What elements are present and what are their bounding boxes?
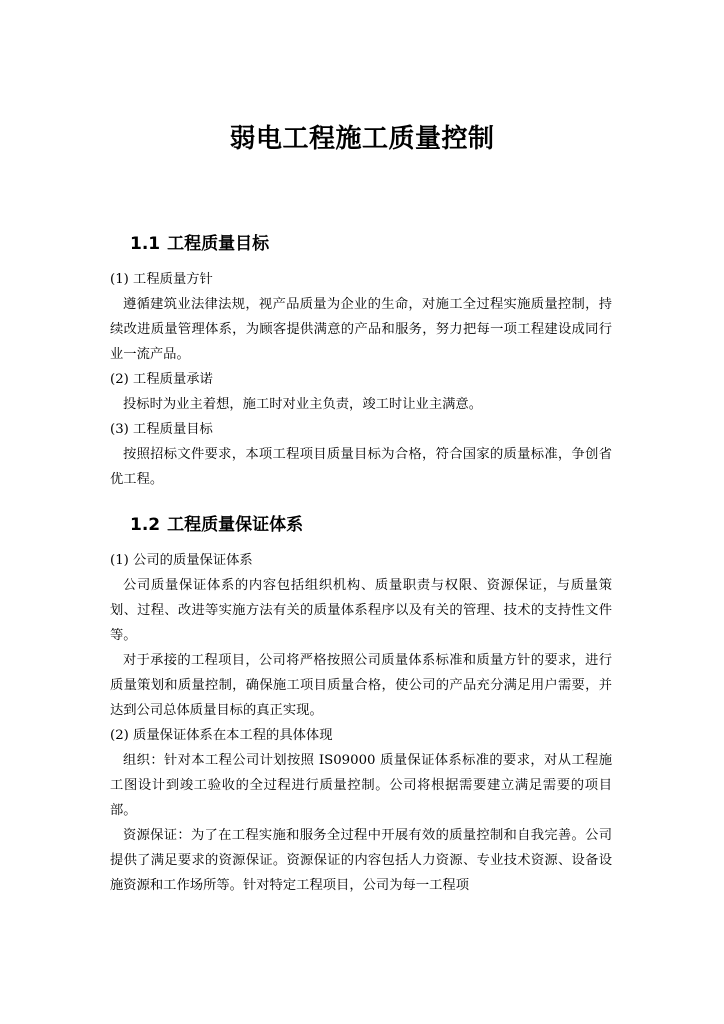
section-heading-1-1 <box>130 229 269 254</box>
document-title: 弱电工程施工质量控制 <box>229 124 495 154</box>
paragraph: 投标时为业主着想，施工时对业主负责，竣工时让业主满意。 <box>123 397 483 412</box>
section-heading-text: 工程质量保证体系 <box>167 515 304 535</box>
section-heading-1-2 <box>130 510 303 535</box>
paragraph: 对于承接的工程项目，公司将严格按照公司质量体系标准和质量方针的要求，进行质量策划和质量控制，确保施工项目质量合格，使公司的产品充分满足用户需要，并达到公司总体质量目标的真正实现。 <box>110 653 612 718</box>
section-1-1-body <box>110 267 612 492</box>
paragraph: 公司质量保证体系的内容包括组织机构、质量职责与权限、资源保证，与质量策划、过程、改进等实施方法有关的质量体系程序以及有关的管理、技术的支持性文件等。 <box>110 578 612 643</box>
item-label: (1) 公司的质量保证体系 <box>110 553 253 568</box>
section-heading-text: 工程质量目标 <box>167 234 270 254</box>
section-1-2-body <box>110 548 612 898</box>
paragraph: 按照招标文件要求，本项工程项目质量目标为合格，符合国家的质量标准，争创省优工程。 <box>110 447 612 487</box>
section-number: 1.2 <box>130 515 161 535</box>
section-number: 1.1 <box>130 234 161 254</box>
item-label: (2) 质量保证体系在本工程的具体体现 <box>110 728 333 743</box>
paragraph: 组织：针对本工程公司计划按照 IS09000 质量保证体系标准的要求，对从工程施工图设计到竣工验收的全过程进行质量控制。公司将根据需要建立满足需要的项目部。 <box>110 753 612 818</box>
item-label: (1) 工程质量方针 <box>110 272 213 287</box>
paragraph: 遵循建筑业法律法规，视产品质量为企业的生命，对施工全过程实施质量控制，持续改进质量管理体系，为顾客提供满意的产品和服务，努力把每一项工程建设成同行业一流产品。 <box>110 297 612 362</box>
item-label: (3) 工程质量目标 <box>110 422 213 437</box>
item-label: (2) 工程质量承诺 <box>110 372 213 387</box>
paragraph: 资源保证：为了在工程实施和服务全过程中开展有效的质量控制和自我完善。公司提供了满足要求的资源保证。资源保证的内容包括人力资源、专业技术资源、设备设施资源和工作场所等。针对特定工程项目，公司为每一工程项 <box>110 828 612 893</box>
